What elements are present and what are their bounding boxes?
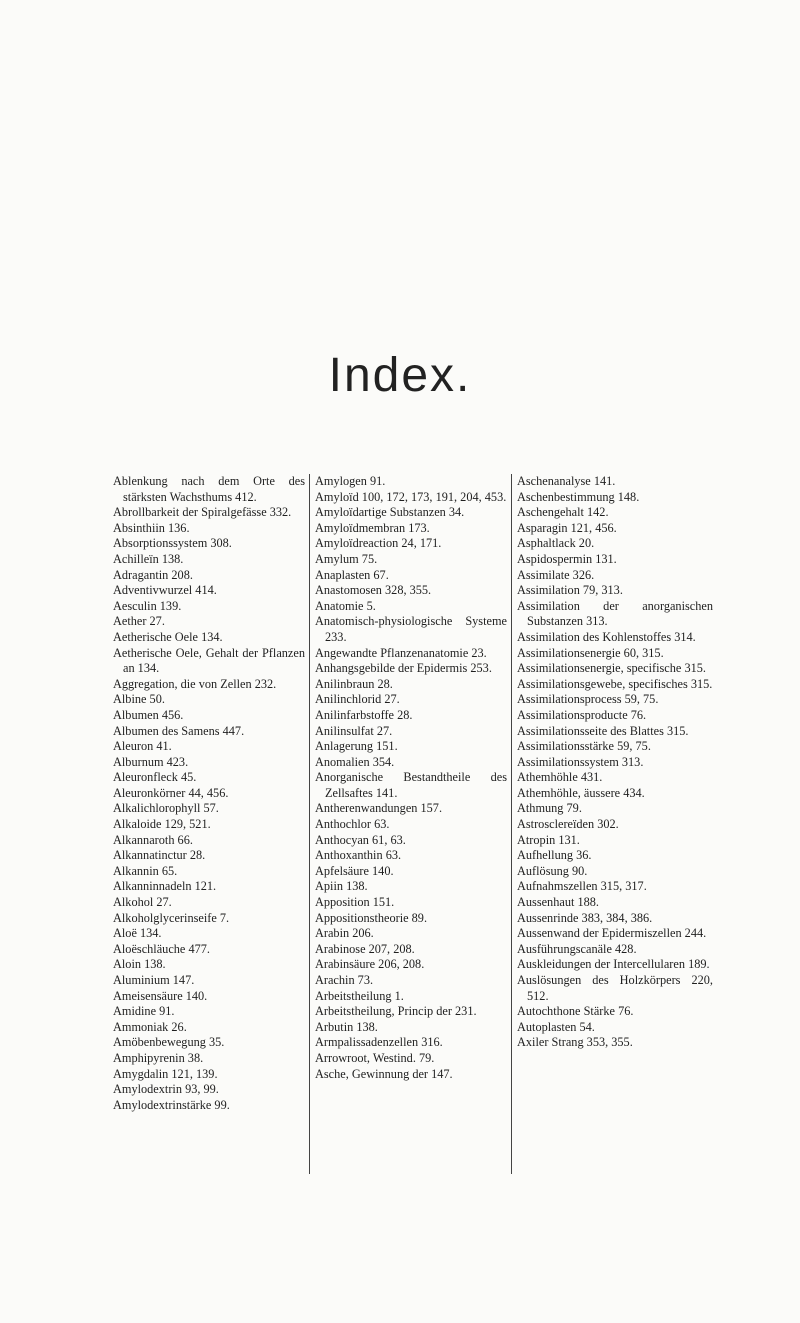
index-entry: Angewandte Pflanzenanatomie 23. [315,645,487,660]
index-entry: Amidine 91. [113,1004,175,1019]
index-entry: Anilinsulfat 27. [315,723,393,738]
index-entry: Assimilationsseite des Blattes 315. [517,723,689,738]
index-entry: Adventivwurzel 414. [113,583,217,598]
index-entry: Assimilation der anorganischen Substanzen 313. [517,598,713,629]
index-entry: Assimilationsstärke 59, 75. [517,739,651,754]
index-entry: Aloëschläuche 477. [113,941,210,956]
index-entry: Apfelsäure 140. [315,863,394,878]
index-entry: Axiler Strang 353, 355. [517,1035,633,1050]
index-entry: Amylogen 91. [315,474,386,488]
index-entry: Aluminium 147. [113,973,195,987]
index-column-2 [315,474,507,1082]
index-entry: Aussenrinde 383, 384, 386. [517,910,653,925]
index-column-3 [517,474,713,1051]
index-entry: Amylodextrinstärke 99. [113,1097,230,1112]
index-entry: Alkoholglycerinseife 7. [113,910,230,925]
index-entry: Ablenkung nach dem Orte des stärksten Wachsthums 412. [113,474,305,504]
index-entry: Autoplasten 54. [517,1019,595,1034]
index-entry: Aleuronfleck 45. [113,770,197,785]
index-entry: Autochthone Stärke 76. [517,1004,634,1019]
index-entry: Anthochlor 63. [315,817,390,832]
index-entry: Anthoxanthin 63. [315,848,402,863]
page-title: Index. [328,349,472,402]
index-column-1 [113,474,305,1113]
index-entry: Alkaloide 129, 521. [113,817,211,832]
index-entry: Arabin 206. [315,926,374,941]
index-entry: Asphaltlack 20. [517,536,595,551]
index-entry: Anthocyan 61, 63. [315,832,406,847]
index-entry: Arbutin 138. [315,1019,378,1034]
index-entry: Anatomisch-physiologische Systeme 233. [315,614,507,644]
index-entry: Assimilationssystem 313. [517,754,644,769]
index-entry: Anlagerung 151. [315,739,398,754]
index-entry: Assimilation 79, 313. [517,583,623,598]
index-entry: Assimilation des Kohlenstoffes 314. [517,629,696,644]
index-entry: Amyloïdartige Substanzen 34. [315,505,465,520]
index-entry: Assimilationsprocess 59, 75. [517,692,659,707]
index-entry: Amöbenbewegung 35. [113,1035,225,1050]
index-entry: Arabinsäure 206, 208. [315,957,425,972]
index-entry: Arachin 73. [315,973,374,987]
index-entry: Aloin 138. [113,957,166,972]
index-entry: Absorptionssystem 308. [113,536,232,551]
index-entry: Assimilationsgewebe, specifisches 315. [517,676,713,691]
index-entry: Anhangsgebilde der Epidermis 253. [315,661,492,676]
index-entry: Amyloïdmembran 173. [315,520,430,535]
index-entry: Aussenwand der Epidermiszellen 244. [517,926,707,941]
index-entry: Alkannin 65. [113,863,178,878]
index-entry: Amylodextrin 93, 99. [113,1082,219,1097]
index-entry: Aleuron 41. [113,739,172,754]
index-entry: Anilinbraun 28. [315,676,393,691]
index-entry: Anorganische Bestandtheile des Zellsaftes 141. [315,770,507,800]
index-entry: Antherenwandungen 157. [315,801,443,816]
index-entry: Amyloïdreaction 24, 171. [315,536,442,551]
index-entry: Astrosclereïden 302. [517,817,619,832]
index-entry: Apiin 138. [315,879,368,894]
index-entry: Absinthiin 136. [113,520,190,535]
index-entry: Achilleïn 138. [113,551,184,566]
index-entry: Aesculin 139. [113,598,182,613]
index-entry: Aufhellung 36. [517,848,592,863]
index-entry: Aussenhaut 188. [517,895,599,910]
index-entry: Assimilationsenergie 60, 315. [517,645,664,660]
index-entry: Aschenanalyse 141. [517,474,616,488]
index-entry: Albumen 456. [113,707,184,722]
index-entry: Ausführungscanäle 428. [517,941,637,956]
index-entry: Albine 50. [113,692,165,707]
index-entry: Ammoniak 26. [113,1019,187,1034]
index-entry: Alkannaroth 66. [113,832,193,847]
column-divider [309,474,310,1174]
index-entry: Arbeitstheilung, Princip der 231. [315,1004,477,1019]
index-entry: Alkanninnadeln 121. [113,879,217,894]
index-entry: Aspidospermin 131. [517,551,617,566]
index-entry: Athmung 79. [517,801,582,816]
index-entry: Abrollbarkeit der Spiralgefässe 332. [113,505,292,520]
index-entry: Alkohol 27. [113,895,172,910]
index-entry: Amphipyrenin 38. [113,1050,204,1065]
index-entry: Anilinfarbstoffe 28. [315,707,413,722]
index-entry: Armpalissadenzellen 316. [315,1035,443,1050]
index-entry: Anatomie 5. [315,598,376,613]
index-entry: Anilinchlorid 27. [315,692,400,707]
index-entry: Albumen des Samens 447. [113,723,245,738]
index-entry: Aloë 134. [113,926,162,941]
index-entry: Alkalichlorophyll 57. [113,801,219,816]
index-entry: Aleuronkörner 44, 456. [113,785,229,800]
index-entry: Anaplasten 67. [315,567,389,582]
index-entry: Aetherische Oele, Gehalt der Pflanzen an 134. [113,645,305,676]
index-entry: Asparagin 121, 456. [517,520,617,535]
index-entry: Auslösungen des Holzkörpers 220, 512. [517,973,713,1003]
index-entry: Arrowroot, Westind. 79. [315,1050,435,1065]
index-entry: Aether 27. [113,614,165,629]
index-entry: Amyloïd 100, 172, 173, 191, 204, 453. [315,489,507,504]
index-entry: Aggregation, die von Zellen 232. [113,676,277,691]
index-entry: Aschengehalt 142. [517,505,609,520]
index-entry: Arabinose 207, 208. [315,941,415,956]
index-entry: Anastomosen 328, 355. [315,583,432,598]
index-entry: Appositionstheorie 89. [315,910,428,925]
index-entry: Ameisensäure 140. [113,988,208,1003]
index-entry: Athemhöhle, äussere 434. [517,785,645,800]
index-entry: Asche, Gewinnung der 147. [315,1066,453,1081]
index-entry: Athemhöhle 431. [517,770,603,785]
index-entry: Assimilationsenergie, specifische 315. [517,661,706,676]
index-entry: Alkannatinctur 28. [113,848,206,863]
index-entry: Aetherische Oele 134. [113,629,223,644]
index-entry: Aufnahmszellen 315, 317. [517,879,647,894]
index-entry: Apposition 151. [315,895,395,910]
index-entry: Atropin 131. [517,832,580,847]
column-divider [511,474,512,1174]
index-entry: Auskleidungen der Intercellularen 189. [517,957,710,972]
index-entry: Assimilate 326. [517,567,595,582]
index-entry: Assimilationsproducte 76. [517,707,647,722]
index-entry: Alburnum 423. [113,754,189,769]
index-entry: Adragantin 208. [113,567,193,582]
index-entry: Amylum 75. [315,551,378,566]
index-entry: Auflösung 90. [517,863,588,878]
index-entry: Aschenbestimmung 148. [517,489,640,504]
index-entry: Arbeitstheilung 1. [315,988,404,1003]
index-entry: Amygdalin 121, 139. [113,1066,218,1081]
index-entry: Anomalien 354. [315,754,395,769]
